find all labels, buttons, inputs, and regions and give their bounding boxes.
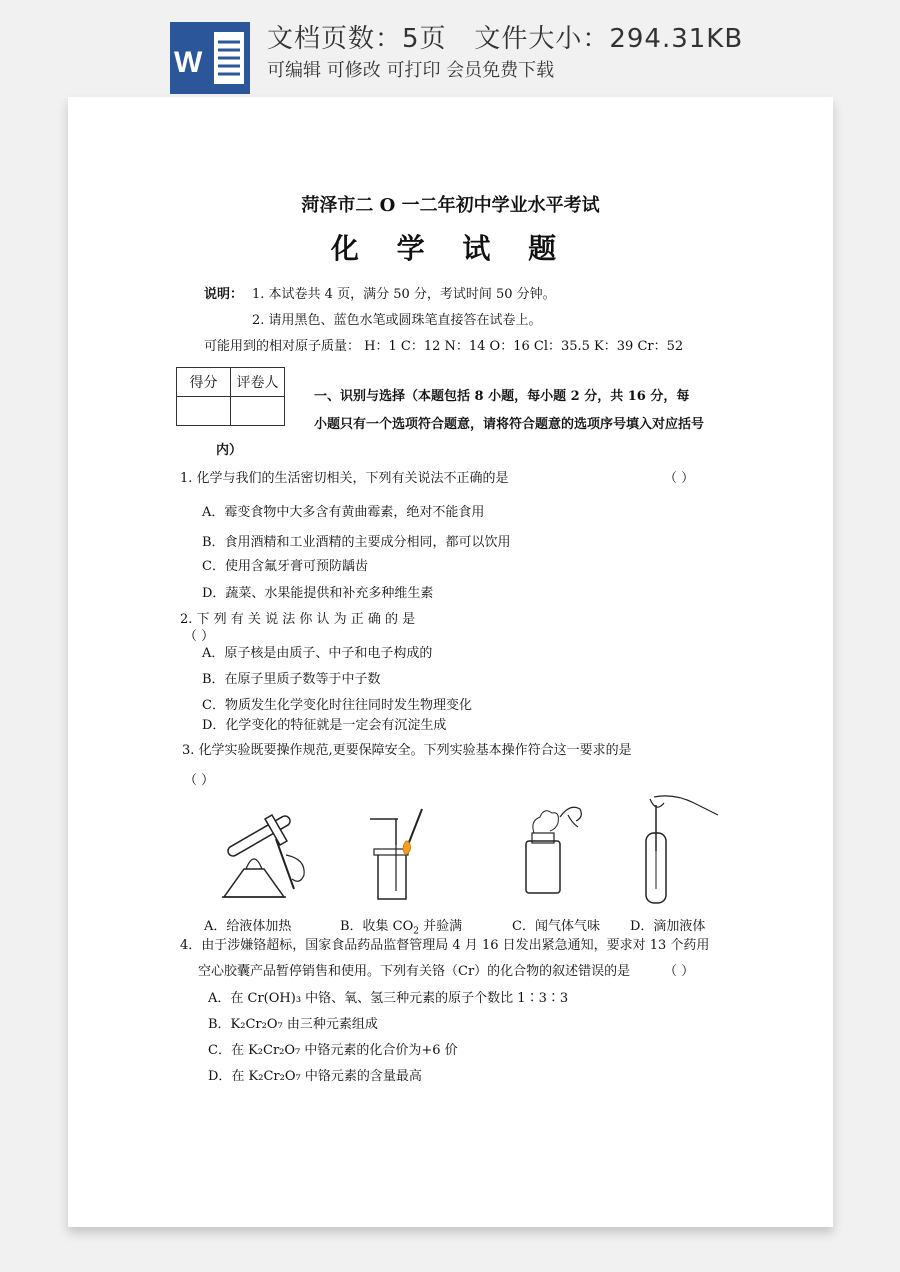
exam-subtitle: 化 学 试 题 [330,232,571,265]
score-header: 得分 [177,368,231,397]
q3-option-b-subscript: 2 [413,926,420,937]
q2-stem: 2. 下 列 有 关 说 法 你 认 为 正 确 的 是 [180,612,416,627]
file-features: 可编辑 可修改 可打印 会员免费下载 [267,60,555,81]
smell-gas-figure [520,797,590,897]
q3-option-c: C．闻气体气味 [512,919,600,934]
grader-header: 评卷人 [231,368,285,397]
q1-option-b: B．食用酒精和工业酒精的主要成分相同，都可以饮用 [202,535,511,550]
q3-option-d: D．滴加液体 [630,919,706,934]
grader-cell[interactable] [231,397,285,426]
download-header [0,0,900,96]
q1-option-a: A．霉变食物中大多含有黄曲霉素，绝对不能食用 [202,505,485,520]
word-icon-letter: W [174,46,203,79]
section-heading-line1: 一、识别与选择（本题包括 8 小题，每小题 2 分，共 16 分，每 [314,389,690,404]
q2-option-c: C．物质发生化学变化时往往同时发生物理变化 [202,698,472,713]
score-table [176,367,285,426]
q4-bracket[interactable]: （ ） [664,964,695,979]
q2-bracket[interactable]: （ ） [184,629,215,644]
q1-stem: 1. 化学与我们的生活密切相关，下列有关说法不正确的是 [180,471,509,486]
heating-liquid-figure [214,809,314,903]
q3-option-b-prefix: B．收集 CO [340,919,414,934]
section-heading-line2: 小题只有一个选项符合题意，请将符合题意的选项序号填入对应括号 [314,417,705,432]
q2-option-a: A．原子核是由质子、中子和电子构成的 [202,646,433,661]
file-info: 文档页数：5页 文件大小：294.31KB [267,24,744,54]
score-cell[interactable] [177,397,231,426]
word-doc-icon [170,22,250,94]
atomic-masses: 可能用到的相对原子质量： H：1 C：12 N：14 O：16 Cl：35.5 K：39 Cr：52 [204,339,684,354]
notes-label: 说明： [204,287,244,302]
note-1: 1. 本试卷共 4 页，满分 50 分，考试时间 50 分钟。 [252,287,556,302]
q4-stem-line2: 空心胶囊产品暂停销售和使用。下列有关铬（Cr）的化合物的叙述错误的是 [198,964,631,979]
q1-option-c: C．使用含氟牙膏可预防龋齿 [202,559,368,574]
note-2: 2. 请用黑色、蓝色水笔或圆珠笔直接答在试卷上。 [252,313,542,328]
q2-option-d: D．化学变化的特征就是一定会有沉淀生成 [202,718,447,733]
collect-co2-figure [362,805,442,903]
q4-option-d: D．在 K₂Cr₂O₇ 中铬元素的含量最高 [208,1069,422,1084]
q2-option-b: B．在原子里质子数等于中子数 [202,672,381,687]
q3-option-a: A．给液体加热 [204,919,292,934]
exam-title: 菏泽市二 O 一二年初中学业水平考试 [301,195,600,216]
document-page [68,97,833,1227]
q1-bracket[interactable]: （ ） [664,471,695,486]
add-liquid-figure [634,793,720,905]
q4-stem-line1: 4．由于涉嫌铬超标，国家食品药品监督管理局 4 月 16 日发出紧急通知，要求对 13 个药用 [180,938,710,953]
q3-bracket[interactable]: （ ） [184,773,215,788]
q3-option-b-suffix: 并验满 [419,919,463,934]
q4-option-c: C．在 K₂Cr₂O₇ 中铬元素的化合价为+6 价 [208,1043,458,1058]
q4-option-a: A．在 Cr(OH)₃ 中铬、氧、氢三种元素的原子个数比 1∶3∶3 [208,991,569,1006]
q3-stem: 3. 化学实验既要操作规范,更要保障安全。下列实验基本操作符合这一要求的是 [182,743,632,758]
section-heading-line3: 内） [216,443,243,458]
q1-option-d: D．蔬菜、水果能提供和补充多种维生素 [202,586,434,601]
q4-option-b: B．K₂Cr₂O₇ 由三种元素组成 [208,1017,378,1032]
